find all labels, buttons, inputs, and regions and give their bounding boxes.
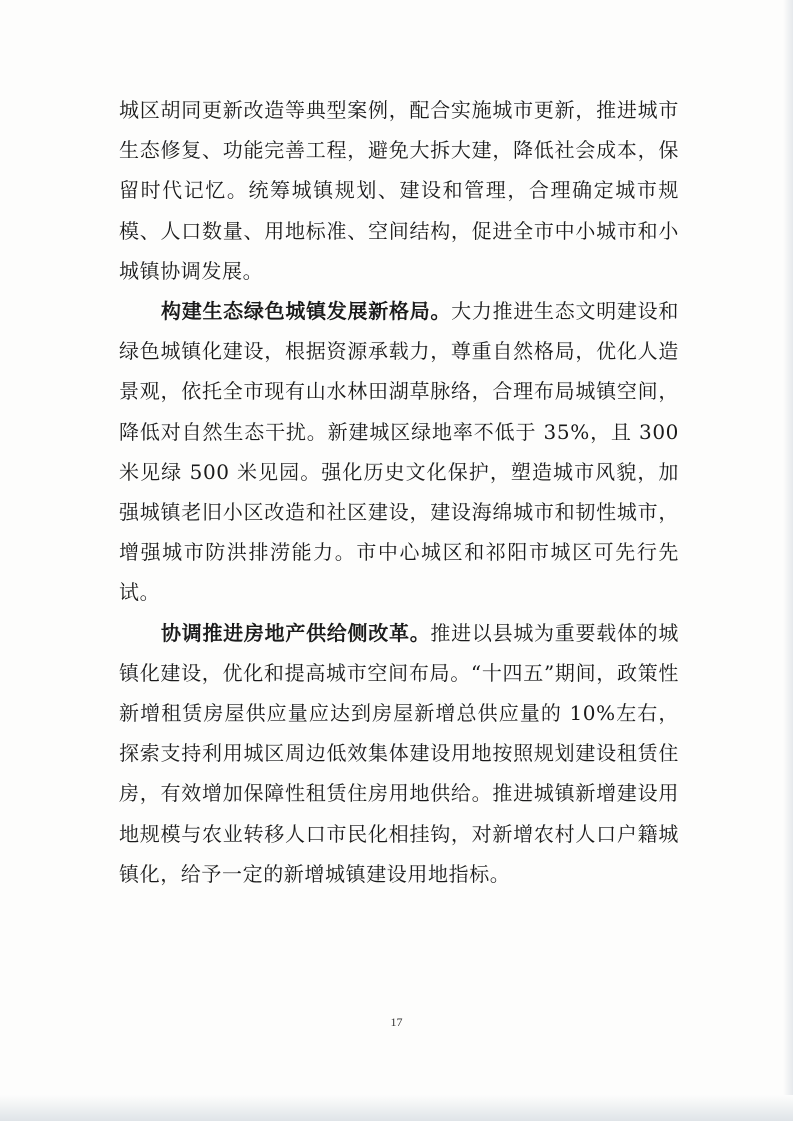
paragraph-lead-heading: 构建生态绿色城镇发展新格局。	[161, 299, 452, 324]
paragraph-text: 推进以县城为重要载体的城镇化建设，优化和提高城市空间布局。“十四五”期间，政策性新增租赁房屋供应量应达到房屋新增总供应量的 10%左右，探索支持利用城区周边低效集体建设用地按照规划建设租赁住房，有效增加保障性租赁住房用地供给。推进城镇新增建设用地规模与农业转移人口市民化相挂钩，对新增农村人口户籍城镇化，给予一定的新增城镇建设用地指标。	[119, 620, 679, 886]
paragraph-continued	[119, 90, 679, 291]
body-text	[119, 90, 679, 894]
paragraph-lead-heading: 协调推进房地产供给侧改革。	[161, 620, 431, 645]
paragraph-real-estate-reform	[119, 613, 679, 894]
paragraph-ecological-green-town	[119, 291, 679, 613]
page-number: 17	[390, 1015, 403, 1029]
paragraph-text: 城区胡同更新改造等典型案例，配合实施城市更新，推进城市生态修复、功能完善工程，避免大拆大建，降低社会成本，保留时代记忆。统筹城镇规划、建设和管理，合理确定城市规模、人口数量、用地标准、空间结构，促进全市中小城市和小城镇协调发展。	[119, 98, 679, 283]
scan-edge-bottom	[0, 1095, 793, 1121]
scan-edge-right	[783, 0, 793, 1121]
paragraph-text: 大力推进生态文明建设和绿色城镇化建设，根据资源承载力，尊重自然格局，优化人造景观，依托全市现有山水林田湖草脉络，合理布局城镇空间，降低对自然生态干扰。新建城区绿地率不低于 35%，且 300 米见绿 500 米见园。强化历史文化保护，塑造城市风貌，加强城镇老旧小区改造和社区建设，建设海绵城市和韧性城市，增强城市防洪排涝能力。市中心城区和祁阳市城区可先行先试。	[119, 299, 679, 605]
